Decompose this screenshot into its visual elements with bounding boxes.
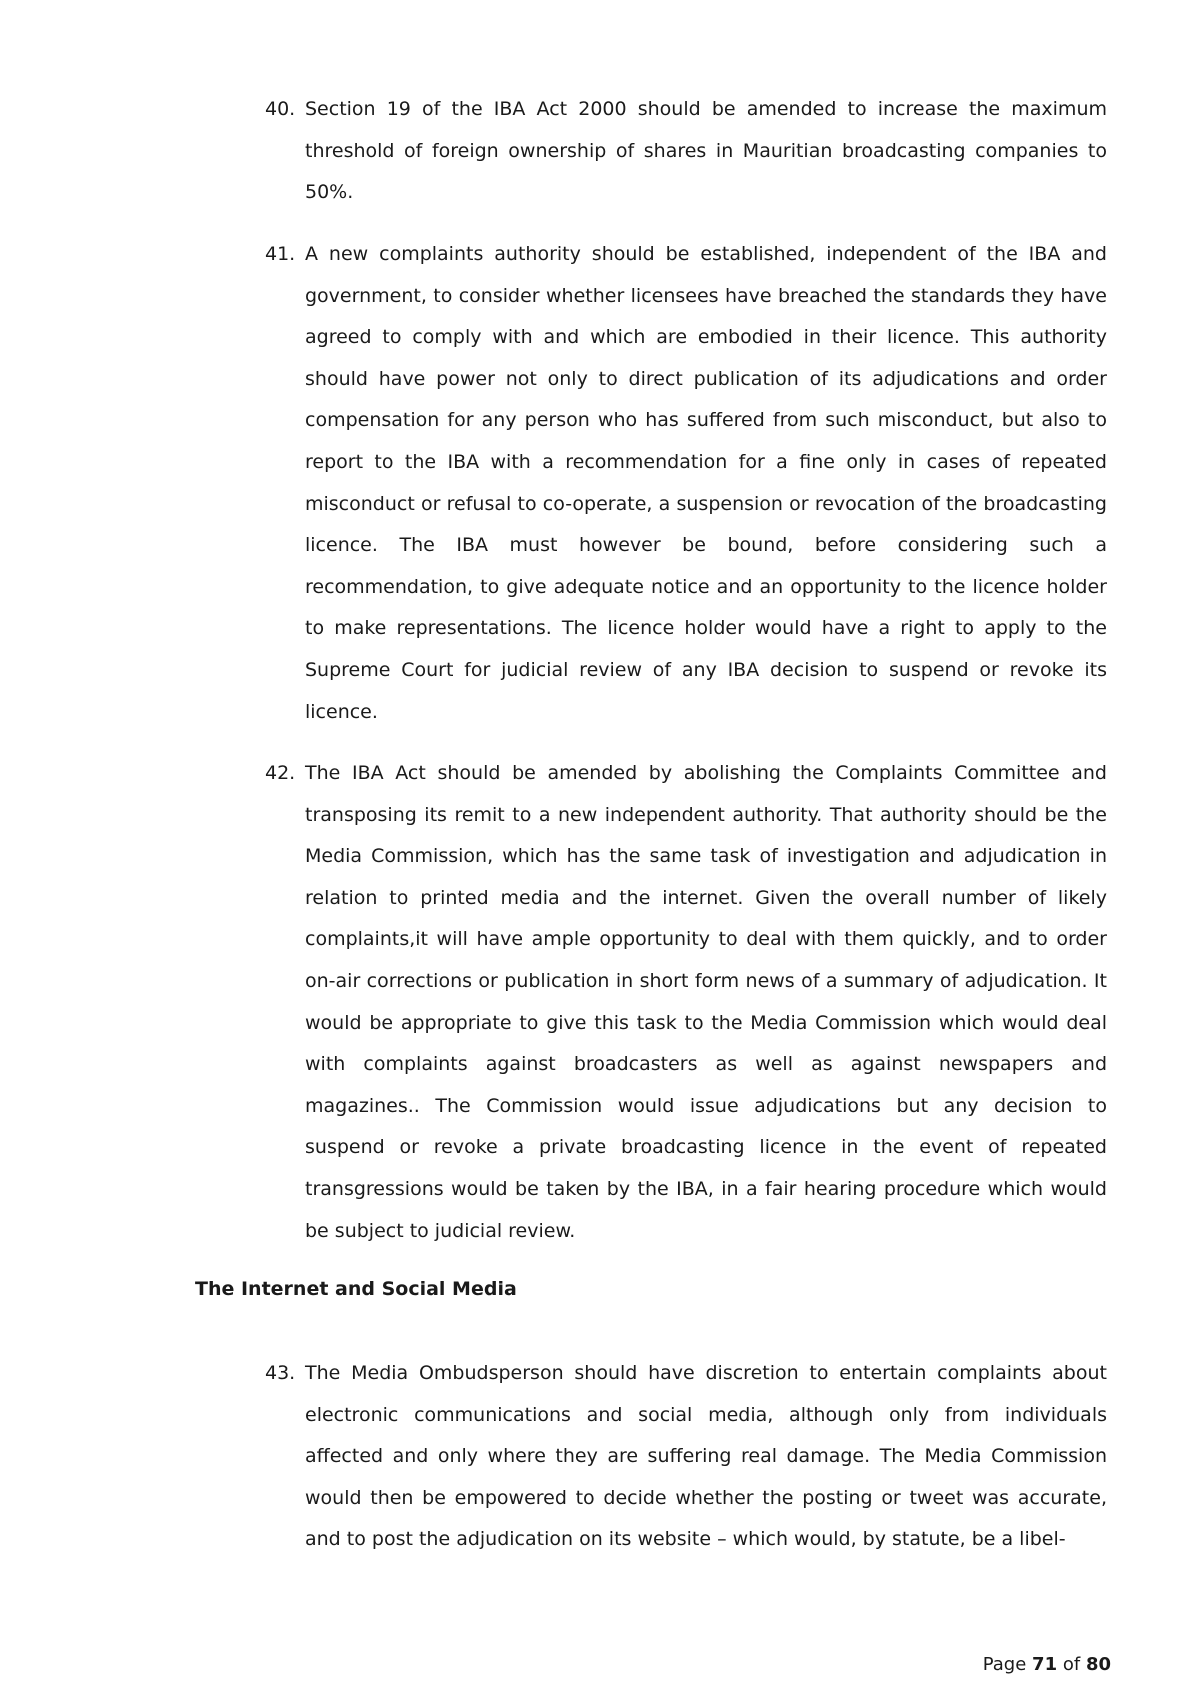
numbered-paragraph-41	[265, 234, 1107, 733]
paragraph-number: 42.	[265, 762, 296, 784]
paragraph-number: 43.	[265, 1362, 296, 1384]
numbered-paragraph-40	[265, 89, 1107, 214]
paragraph-number: 40.	[265, 98, 296, 120]
total-pages: 80	[1085, 1654, 1111, 1675]
numbered-paragraph-42	[265, 753, 1107, 1252]
paragraph-text: A new complaints authority should be established, independent of the IBA and government, to consider whether licensees have breached the standards they have agreed to comply with and which are embodied in their licence. This authority should have power not only to direct publication of its adjudications and order compensation for any person who has suffered from such misconduct, but also to report to the IBA with a recommendation for a fine only in cases of repeated misconduct or refusal to co-operate, a suspension or revocation of the broadcasting licence. The IBA must however be bound, before considering such a recommendation, to give adequate notice and an opportunity to the licence holder to make representations. The licence holder would have a right to apply to the Supreme Court for judicial review of any IBA decision to suspend or revoke its licence.	[305, 243, 1107, 723]
numbered-paragraph-43	[265, 1353, 1107, 1561]
paragraph-text: Section 19 of the IBA Act 2000 should be amended to increase the maximum threshold of foreign ownership of shares in Mauritian broadcasting companies to 50%.	[305, 98, 1107, 204]
page-footer	[983, 1651, 1111, 1679]
page-label: Page	[982, 1654, 1027, 1675]
of-label: of	[1062, 1654, 1081, 1675]
paragraph-number: 41.	[265, 243, 296, 265]
section-heading: The Internet and Social Media	[195, 1278, 517, 1300]
paragraph-text: The Media Ombudsperson should have discretion to entertain complaints about electronic communications and social media, although only from individuals affected and only where they are suffering real damage. The Media Commission would then be empowered to decide whether the posting or tweet was accurate, and to post the adjudication on its website – which would, by statute, be a libel-	[305, 1362, 1107, 1551]
paragraph-text: The IBA Act should be amended by abolishing the Complaints Committee and transposing its remit to a new independent authority. That authority should be the Media Commission, which has the same task of investigation and adjudication in relation to printed media and the internet. Given the overall number of likely complaints,it will have ample opportunity to deal with them quickly, and to order on-air corrections or publication in short form news of a summary of adjudication. It would be appropriate to give this task to the Media Commission which would deal with complaints against broadcasters as well as against newspapers and magazines.. The Commission would issue adjudications but any decision to suspend or revoke a private broadcasting licence in the event of repeated transgressions would be taken by the IBA, in a fair hearing procedure which would be subject to judicial review.	[305, 762, 1107, 1242]
page-number: 71	[1032, 1654, 1058, 1675]
